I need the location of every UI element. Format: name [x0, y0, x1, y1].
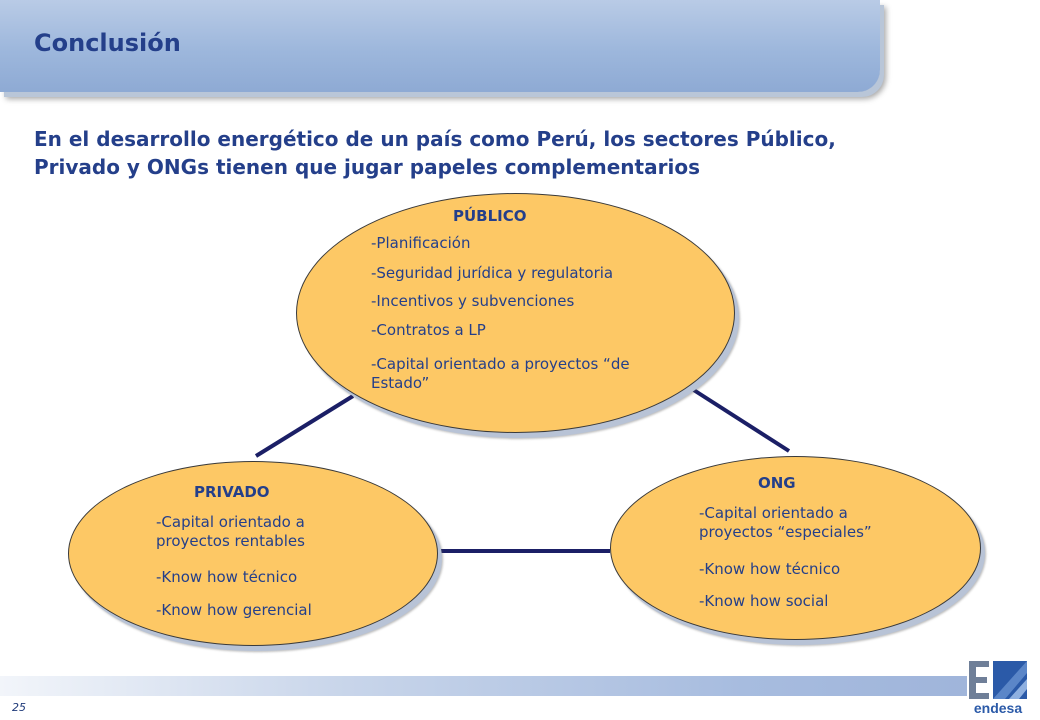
publico-item-contratos: -Contratos a LP	[371, 321, 486, 339]
logo-wordmark: endesa	[973, 700, 1023, 716]
ong-item-know-how-social: -Know how social	[699, 592, 829, 610]
publico-item-seguridad: -Seguridad jurídica y regulatoria	[371, 264, 614, 282]
publico-capital-line-1: -Capital orientado a proyectos “de	[371, 355, 630, 373]
privado-item-know-how-gerencial: -Know how gerencial	[156, 601, 312, 619]
subtitle-line-1: En el desarrollo energético de un país como Perú, los sectores Público,	[34, 127, 836, 151]
publico-capital-line-2: Estado”	[371, 374, 430, 392]
ong-capital-line-1: -Capital orientado a	[699, 504, 848, 522]
privado-item-capital	[156, 513, 305, 551]
footer-band	[0, 676, 990, 696]
privado-title: PRIVADO	[194, 483, 270, 501]
privado-capital-line-1: -Capital orientado a	[156, 513, 305, 531]
page-number: 25	[12, 701, 26, 714]
ong-item-capital	[699, 504, 872, 542]
ong-title: ONG	[758, 474, 796, 492]
publico-item-planificacion: -Planificación	[371, 234, 471, 252]
publico-ellipse	[296, 193, 735, 433]
privado-capital-line-2: proyectos rentables	[156, 532, 305, 550]
publico-item-incentivos: -Incentivos y subvenciones	[371, 292, 575, 310]
connector-publico-privado	[256, 396, 353, 456]
ong-item-know-how-tecnico: -Know how técnico	[699, 560, 841, 578]
endesa-logo	[967, 655, 1029, 717]
publico-title: PÚBLICO	[453, 207, 527, 225]
ong-capital-line-2: proyectos “especiales”	[699, 523, 872, 541]
connector-publico-ong	[689, 387, 789, 451]
subtitle-line-2: Privado y ONGs tienen que jugar papeles complementarios	[34, 155, 700, 179]
page-title: Conclusión	[34, 29, 181, 57]
privado-item-know-how-tecnico: -Know how técnico	[156, 568, 298, 586]
publico-item-capital	[371, 355, 630, 393]
